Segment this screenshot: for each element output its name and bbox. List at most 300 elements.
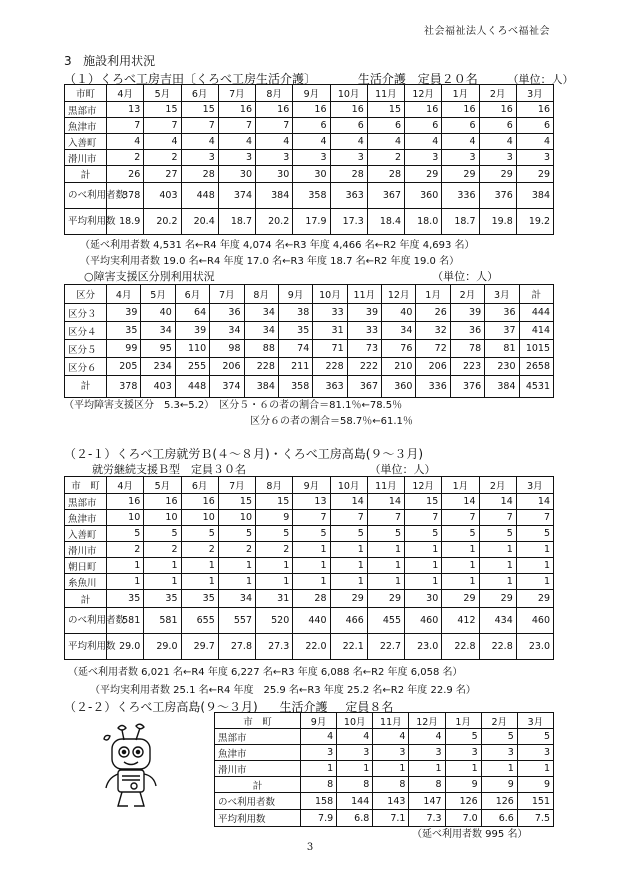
table-cell: 64 [175, 304, 209, 322]
table-cell: 1 [409, 761, 445, 777]
table-cell: 7 [516, 510, 553, 526]
table-cell: 15 [405, 494, 442, 510]
table-cell: 5 [367, 526, 404, 542]
table-row [65, 358, 554, 376]
table-cell: 18.7 [218, 209, 255, 235]
table-cell: 1 [405, 558, 442, 574]
table-cell: 29 [367, 590, 404, 608]
table-row [65, 150, 554, 166]
table-cell: 40 [141, 304, 175, 322]
row-label: 計 [65, 166, 107, 183]
table-cell: 26 [416, 304, 450, 322]
table-cell: 20.4 [181, 209, 218, 235]
month-header: 1月 [416, 285, 450, 304]
month-header: 11月 [367, 477, 404, 494]
table-row [65, 134, 554, 150]
table-cell: 16 [181, 494, 218, 510]
table-cell: 1 [181, 558, 218, 574]
table-cell: 39 [347, 304, 381, 322]
row-label: 区分５ [65, 340, 107, 358]
table-cell: 40 [382, 304, 416, 322]
table-cell: 17.9 [293, 209, 330, 235]
s2-table [64, 476, 554, 660]
table-cell: 1 [181, 574, 218, 590]
table-cell: 14 [479, 494, 516, 510]
table-cell: 223 [450, 358, 484, 376]
table-cell: 4 [144, 134, 181, 150]
table-cell: 3 [293, 150, 330, 166]
table-cell: 73 [347, 340, 381, 358]
s1-note2: （平均実利用者数 19.0 名←R4 年度 17.0 名←R3 年度 18.7 名←R2 年度 19.0 名） [80, 256, 460, 267]
row-label: 糸魚川 [65, 574, 107, 590]
table-row [65, 102, 554, 118]
table-cell: 1 [256, 574, 293, 590]
table-cell: 39 [450, 304, 484, 322]
row-label: 区分３ [65, 304, 107, 322]
section-number: 3 [64, 54, 72, 68]
month-header: 3月 [517, 713, 553, 729]
table-cell: 39 [175, 322, 209, 340]
table-cell: 8 [337, 777, 373, 793]
table-cell: 1 [517, 761, 553, 777]
table-cell: 32 [416, 322, 450, 340]
table-cell: 1 [445, 761, 481, 777]
table-cell: 4 [516, 134, 553, 150]
table-cell: 34 [210, 322, 244, 340]
table-cell: 358 [278, 376, 312, 398]
table-cell: 10 [144, 510, 181, 526]
table-row [65, 558, 554, 574]
table-cell: 10 [107, 510, 144, 526]
table-cell: 27 [144, 166, 181, 183]
table-cell: 5 [218, 526, 255, 542]
row-label: のべ利用者数 [65, 608, 107, 634]
table-cell: 4 [218, 134, 255, 150]
row-label: 滑川市 [65, 542, 107, 558]
table-cell: 3 [481, 745, 517, 761]
table-cell: 144 [337, 793, 373, 810]
table-cell: 10 [218, 510, 255, 526]
s3-table [214, 712, 554, 827]
table-cell: 34 [382, 322, 416, 340]
month-header: 10月 [330, 477, 367, 494]
table-cell: 23.0 [516, 634, 553, 660]
row-label: 平均利用数 [65, 209, 107, 235]
header-row [65, 477, 554, 494]
table-cell: 376 [450, 376, 484, 398]
table-cell: 2 [144, 542, 181, 558]
table-row [215, 745, 554, 761]
corner-header: 区分 [65, 285, 107, 304]
month-header: 12月 [405, 477, 442, 494]
month-header: 9月 [293, 85, 330, 102]
month-header: 10月 [330, 85, 367, 102]
table-cell: 4 [337, 729, 373, 745]
month-header: 8月 [256, 85, 293, 102]
table-row [65, 608, 554, 634]
table-cell: 414 [519, 322, 554, 340]
table-cell: 6 [405, 118, 442, 134]
table-cell: 367 [347, 376, 381, 398]
table-cell: 126 [445, 793, 481, 810]
table-cell: 228 [244, 358, 278, 376]
table-cell: 16 [144, 494, 181, 510]
table-cell: 374 [210, 376, 244, 398]
table-cell: 22.8 [479, 634, 516, 660]
table-cell: 20.2 [256, 209, 293, 235]
table-row [215, 729, 554, 745]
table-cell: 33 [347, 322, 381, 340]
table-cell: 1 [405, 574, 442, 590]
table-cell: 28 [181, 166, 218, 183]
table-cell: 4 [256, 134, 293, 150]
month-header: 12月 [409, 713, 445, 729]
table-cell: 1 [330, 558, 367, 574]
table-cell: 143 [373, 793, 409, 810]
month-header: 12月 [382, 285, 416, 304]
month-header: 2月 [479, 85, 516, 102]
table-cell: 3 [330, 150, 367, 166]
table-cell: 22.0 [293, 634, 330, 660]
table-cell: 655 [181, 608, 218, 634]
table-cell: 27.8 [218, 634, 255, 660]
table-row [65, 526, 554, 542]
page-number: 3 [306, 842, 314, 853]
row-label: 平均利用数 [215, 810, 301, 827]
table-cell: 360 [405, 183, 442, 209]
table-cell: 29 [330, 590, 367, 608]
table-cell: 376 [479, 183, 516, 209]
table-cell: 8 [301, 777, 337, 793]
table-cell: 9 [481, 777, 517, 793]
table-cell: 81 [485, 340, 519, 358]
row-label: のべ利用者数 [65, 183, 107, 209]
table-cell: 1 [218, 558, 255, 574]
table-cell: 72 [416, 340, 450, 358]
table-cell: 1 [479, 574, 516, 590]
row-label: 黒部市 [65, 494, 107, 510]
month-header: 4月 [107, 477, 144, 494]
table-cell: 7 [442, 510, 479, 526]
table-cell: 2 [256, 542, 293, 558]
table-cell: 126 [481, 793, 517, 810]
table-cell: 3 [445, 745, 481, 761]
table-cell: 3 [479, 150, 516, 166]
row-label: 黒部市 [215, 729, 301, 745]
table-cell: 8 [409, 777, 445, 793]
table-cell: 3 [181, 150, 218, 166]
table-cell: 71 [313, 340, 347, 358]
table-cell: 1 [256, 558, 293, 574]
table-cell: 15 [367, 102, 404, 118]
month-header: 9月 [293, 477, 330, 494]
table-cell: 336 [416, 376, 450, 398]
table-cell: 7.0 [445, 810, 481, 827]
s1b-note2: 区分６の者の割合＝58.7％←61.1％ [250, 416, 413, 427]
table-cell: 460 [405, 608, 442, 634]
table-cell: 76 [382, 340, 416, 358]
table-cell: 6 [293, 118, 330, 134]
table-cell: 3 [218, 150, 255, 166]
table-cell: 403 [144, 183, 181, 209]
table-cell: 5 [517, 729, 553, 745]
table-cell: 14 [516, 494, 553, 510]
table-cell: 36 [210, 304, 244, 322]
header-row [65, 285, 554, 304]
table-cell: 230 [485, 358, 519, 376]
table-cell: 31 [313, 322, 347, 340]
table-cell: 2 [218, 542, 255, 558]
s3-service: 生活介護 [279, 700, 328, 714]
s1b-title: ○障害支援区分別利用状況 [84, 270, 215, 283]
table-cell: 7 [144, 118, 181, 134]
table-cell: 1 [293, 542, 330, 558]
table-cell: 6.6 [481, 810, 517, 827]
table-cell: 16 [442, 102, 479, 118]
row-label: 計 [65, 376, 107, 398]
s1b-note1: （平均障害支援区分 5.3←5.2） 区分５・６の者の割合＝81.1％←78.5％ [64, 400, 403, 411]
table-cell: 35 [107, 322, 141, 340]
s2-subheading [92, 461, 436, 477]
table-cell: 384 [256, 183, 293, 209]
month-header: 1月 [442, 477, 479, 494]
table-cell: 16 [107, 494, 144, 510]
table-cell: 5 [107, 526, 144, 542]
table-cell: 36 [485, 304, 519, 322]
table-cell: 29 [479, 590, 516, 608]
table-cell: 1 [330, 574, 367, 590]
table-row [65, 634, 554, 660]
table-cell: 1 [516, 574, 553, 590]
table-row [65, 542, 554, 558]
table-cell: 6 [516, 118, 553, 134]
table-cell: 1 [301, 761, 337, 777]
table-cell: 19.8 [479, 209, 516, 235]
table-cell: 36 [450, 322, 484, 340]
month-header: 1月 [445, 713, 481, 729]
month-header: 5月 [144, 477, 181, 494]
table-cell: 4 [442, 134, 479, 150]
table-cell: 5 [256, 526, 293, 542]
table-cell: 2 [181, 542, 218, 558]
month-header: 11月 [373, 713, 409, 729]
month-header: 7月 [218, 477, 255, 494]
table-cell: 151 [517, 793, 553, 810]
table-cell: 374 [218, 183, 255, 209]
table-cell: 4 [479, 134, 516, 150]
table-cell: 16 [479, 102, 516, 118]
table-row [65, 183, 554, 209]
table-cell: 434 [479, 608, 516, 634]
table-cell: 1 [107, 558, 144, 574]
table-cell: 37 [485, 322, 519, 340]
row-label: 計 [215, 777, 301, 793]
table-cell: 384 [244, 376, 278, 398]
table-cell: 35 [181, 590, 218, 608]
s1-unit: （単位：人） [507, 73, 574, 86]
table-cell: 5 [405, 526, 442, 542]
table-cell: 16 [218, 102, 255, 118]
table-cell: 6 [479, 118, 516, 134]
table-cell: 16 [516, 102, 553, 118]
row-label: のべ利用者数 [215, 793, 301, 810]
table-cell: 4 [107, 134, 144, 150]
table-cell: 5 [330, 526, 367, 542]
table-cell: 4 [330, 134, 367, 150]
table-cell: 22.8 [442, 634, 479, 660]
month-header: 6月 [175, 285, 209, 304]
section-heading [64, 52, 155, 69]
table-cell: 3 [405, 150, 442, 166]
table-cell: 4 [409, 729, 445, 745]
table-cell: 13 [107, 102, 144, 118]
table-cell: 336 [442, 183, 479, 209]
month-header: 計 [519, 285, 554, 304]
table-cell: 18.9 [107, 209, 144, 235]
month-header: 6月 [181, 85, 218, 102]
table-cell: 35 [278, 322, 312, 340]
table-cell: 1 [330, 542, 367, 558]
table-cell: 5 [516, 526, 553, 542]
table-row [65, 376, 554, 398]
table-cell: 7 [256, 118, 293, 134]
table-cell: 110 [175, 340, 209, 358]
s1-service: 生活介護 [357, 72, 406, 86]
table-cell: 384 [485, 376, 519, 398]
table-cell: 4 [181, 134, 218, 150]
table-cell: 1 [442, 542, 479, 558]
s2-note1: （延べ利用者数 6,021 名←R4 年度 6,227 名←R3 年度 6,088 名←R2 年度 6,058 名） [68, 667, 463, 678]
table-cell: 1 [107, 574, 144, 590]
table-cell: 444 [519, 304, 554, 322]
s1-note1: （延べ利用者数 4,531 名←R4 年度 4,074 名←R3 年度 4,466 名←R2 年度 4,693 名） [80, 240, 475, 251]
table-cell: 1 [367, 558, 404, 574]
table-cell: 206 [210, 358, 244, 376]
table-row [65, 166, 554, 183]
table-cell: 16 [293, 102, 330, 118]
table-cell: 358 [293, 183, 330, 209]
table-cell: 10 [181, 510, 218, 526]
table-cell: 98 [210, 340, 244, 358]
month-header: 3月 [516, 477, 553, 494]
s3-note: （延べ利用者数 995 名） [412, 829, 528, 840]
table-row [65, 340, 554, 358]
table-cell: 2 [107, 150, 144, 166]
row-label: 区分４ [65, 322, 107, 340]
table-cell: 1 [144, 574, 181, 590]
row-label: 滑川市 [65, 150, 107, 166]
table-cell: 9 [517, 777, 553, 793]
table-cell: 13 [293, 494, 330, 510]
table-cell: 1 [516, 558, 553, 574]
table-cell: 384 [516, 183, 553, 209]
table-cell: 15 [256, 494, 293, 510]
row-label: 朝日町 [65, 558, 107, 574]
table-cell: 30 [218, 166, 255, 183]
table-cell: 30 [256, 166, 293, 183]
table-cell: 378 [107, 376, 141, 398]
table-cell: 147 [409, 793, 445, 810]
table-cell: 412 [442, 608, 479, 634]
table-row [65, 510, 554, 526]
table-row [65, 209, 554, 235]
month-header: 12月 [405, 85, 442, 102]
table-cell: 14 [442, 494, 479, 510]
table-cell: 228 [313, 358, 347, 376]
s2-title: （２-１）くろべ工房就労Ｂ(４～８月)・くろべ工房高島(９～３月) [64, 447, 424, 461]
table-cell: 5 [144, 526, 181, 542]
table-cell: 1 [218, 574, 255, 590]
table-cell: 16 [330, 102, 367, 118]
table-cell: 35 [107, 590, 144, 608]
table-row [65, 574, 554, 590]
s1-table [64, 84, 554, 235]
table-cell: 520 [256, 608, 293, 634]
header-row [215, 713, 554, 729]
table-cell: 28 [293, 590, 330, 608]
table-cell: 29 [442, 166, 479, 183]
table-row [65, 322, 554, 340]
s1b-heading [84, 268, 498, 284]
table-cell: 38 [278, 304, 312, 322]
table-cell: 3 [256, 150, 293, 166]
table-cell: 34 [218, 590, 255, 608]
table-cell: 581 [107, 608, 144, 634]
table-cell: 31 [256, 590, 293, 608]
month-header: 6月 [181, 477, 218, 494]
corner-header: 市 町 [215, 713, 301, 729]
table-cell: 3 [409, 745, 445, 761]
month-header: 4月 [107, 85, 144, 102]
table-cell: 29.0 [144, 634, 181, 660]
table-cell: 7 [181, 118, 218, 134]
row-label: 入善町 [65, 134, 107, 150]
month-header: 3月 [516, 85, 553, 102]
table-cell: 7 [367, 510, 404, 526]
table-cell: 363 [313, 376, 347, 398]
table-row [215, 761, 554, 777]
table-cell: 5 [442, 526, 479, 542]
row-label: 平均利用数 [65, 634, 107, 660]
table-cell: 34 [244, 304, 278, 322]
table-cell: 14 [367, 494, 404, 510]
month-header: 4月 [107, 285, 141, 304]
row-label: 魚津市 [215, 745, 301, 761]
table-cell: 7 [107, 118, 144, 134]
table-cell: 1 [479, 558, 516, 574]
month-header: 11月 [347, 285, 381, 304]
s1-title: （１）くろべ工房吉田〔くろべ工房生活介護〕 [64, 72, 317, 86]
row-label: 計 [65, 590, 107, 608]
month-header: 2月 [479, 477, 516, 494]
s1b-unit: （単位：人） [432, 270, 499, 283]
table-cell: 211 [278, 358, 312, 376]
month-header: 1月 [442, 85, 479, 102]
s2-heading [64, 445, 423, 462]
table-cell: 6 [330, 118, 367, 134]
table-cell: 8 [373, 777, 409, 793]
table-cell: 1 [405, 542, 442, 558]
table-cell: 19.2 [516, 209, 553, 235]
month-header: 2月 [481, 713, 517, 729]
table-cell: 3 [301, 745, 337, 761]
table-cell: 7.1 [373, 810, 409, 827]
table-cell: 14 [330, 494, 367, 510]
table-cell: 33 [313, 304, 347, 322]
table-cell: 6 [442, 118, 479, 134]
table-cell: 29 [479, 166, 516, 183]
table-cell: 15 [144, 102, 181, 118]
